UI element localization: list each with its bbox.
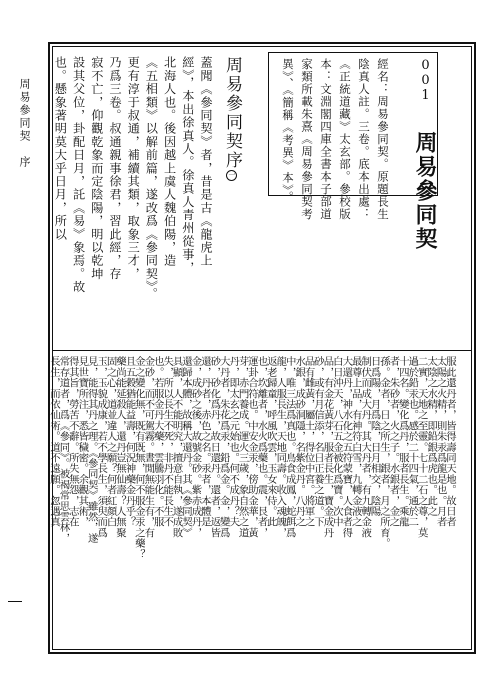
entry-meta-line: 經名：周易參同契。原題長生 bbox=[376, 58, 390, 221]
preface-title-text: 周易參同契序 bbox=[222, 56, 242, 170]
body-column: 品，有金花黃芽，服者長生，寶金成丹 bbox=[321, 356, 334, 538]
body-column: 也。若服金丹大藥，雲騰羽化。不服 bbox=[151, 356, 164, 528]
preface-column: 北海人也。後因越上虞人魏伯陽，造 bbox=[162, 56, 177, 268]
body-column: 見世寶所注，悉皆穢密。余觀其術， bbox=[76, 356, 89, 528]
body-column: 孫。金者，日之所生，銀者，月之所育。 bbox=[378, 356, 390, 549]
body-column: 二實，天地之至靈。七十二石之尊，莫 bbox=[415, 356, 428, 538]
body-column: 藥尚能延殺人，還丹豈無仙壽？人無聚 bbox=[114, 356, 126, 538]
body-column: 得其旨，勞苦不辭。所失無怨，志在 bbox=[66, 356, 79, 528]
preface-column: 設其父位，卦配日月，託《易》象焉。故 bbox=[71, 56, 86, 294]
body-column: 者，朱砂者，火之子。水銀者，金之 bbox=[387, 356, 400, 528]
entry-meta-line: 《正統道藏》太玄部。參校版 bbox=[338, 58, 352, 221]
body-column: 金之變化無，既有既無，何不服金汞之藥？ bbox=[132, 356, 145, 560]
body-column: 見，能得其丹之理。《參同契》雖然，遂 bbox=[85, 356, 98, 544]
body-column: 過於鉛汞也。感於二十四氣，通於二 bbox=[406, 356, 419, 528]
preface-column: 《五相類》以解前篇，遂改爲《參同契》。 bbox=[144, 56, 159, 301]
body-column: 玉，玉貌成康，若不學長生，須臾而爲 bbox=[95, 356, 108, 538]
preface-column: 蓋聞《參同契》者，昔是古《龍虎上 bbox=[199, 56, 213, 268]
body-column: 太陰之水精，即鉛銀爲虎也。此之 bbox=[425, 356, 438, 517]
body-column: 品有雌黃，屬土，得位中宮。將軍之 bbox=[302, 356, 315, 528]
body-column: 長生，而依仙術。道不遠願。忽遇真 bbox=[48, 356, 60, 528]
body-column: 芽，赤門養成。運火三歲，象自然之道 bbox=[236, 356, 249, 538]
preface-column: 寂不亡，仰觀乾象而定陰陽，明以乾坤 bbox=[89, 56, 104, 281]
preface-column: 更有淳于叔通，補續其類，取象三才， bbox=[126, 56, 141, 281]
body-column: 且五穀猶能益壽，何況神藥金丹乎？ bbox=[123, 356, 136, 528]
body-column: 白日沖天，八石五金被化爲寶。次中 bbox=[330, 356, 343, 528]
preface-title bbox=[220, 56, 245, 181]
preface-column: 也。懸象著明莫大乎日月，所以 bbox=[53, 56, 68, 241]
body-column: 砂，砂化爲丹，故日還丹。還者，返皆 bbox=[208, 356, 221, 538]
body-column: 金砂，而不可駕霧。晝閒無能生有，有 bbox=[142, 356, 155, 538]
body-column: 大還丹，神水化之五符蒙寶，人食者得 bbox=[340, 356, 353, 538]
body-column: 中，唯三法爲真也。鳥食成鳳，蛇餌爲 bbox=[283, 356, 296, 538]
body-column: 水銀，成砂洞隱，名紫金丹。八丹之 bbox=[293, 356, 306, 528]
body-column: 日爲陽，月爲陰，日月相交，陰陽 bbox=[368, 356, 381, 517]
entry-number: 001 bbox=[418, 58, 433, 103]
body-column: 太陽之火精，則朱汞爲龍是也。月者 bbox=[434, 356, 447, 528]
body-column: 龍，人服長生，天地同壽。收入魂魄， bbox=[274, 356, 287, 538]
body-column: 金，成砂之後，故號金砂。紫赤成丹， bbox=[189, 356, 202, 538]
body-column: 常存道者，爲《參同》。被褐常思雲林， bbox=[57, 356, 70, 544]
entry-meta-line: 陰真人註。三卷。底本出處： bbox=[357, 58, 371, 221]
preface-column: 經》，本出徐真人。徐真人青州從事， bbox=[180, 56, 195, 275]
page-number-mark bbox=[8, 596, 26, 608]
body-column: 還歸本體，故稱大還丹。其《參同契》 bbox=[180, 356, 192, 538]
body-column: 十四名。變化爲丹，服者長生。乘龍 bbox=[396, 356, 409, 528]
body-column: 還，丹者，赤色之名。汞者，本體是 bbox=[198, 356, 211, 528]
entry-meta-line: 本：文淵閣四庫全書本子部道 bbox=[319, 58, 333, 221]
body-column: 具顯，人不能明究，擅意自執，遂成敗 bbox=[170, 356, 183, 538]
body-column: 砂，或有月信添，名日正養之道。下 bbox=[312, 356, 324, 528]
body-column: 運卦合符也。中安金汞，傍助金華，黃 bbox=[246, 356, 258, 538]
body-column: 丹，即太玄之元始也。何不成丹？夫 bbox=[227, 356, 240, 528]
body-column: 最尊上品，有神符白雪，九轉金液之 bbox=[349, 356, 362, 528]
body-column: 也，坎離者，水火爲藥也。震，艮者， bbox=[255, 356, 268, 538]
running-header: 周易參同契 序 bbox=[18, 78, 31, 169]
body-column: 固之心，道並違人之願？何者紅顏白 bbox=[104, 356, 117, 528]
body-column: 失，所以長生不死，非丹不能長生不 bbox=[161, 356, 174, 528]
body-column: 大丹者，朱花爲汞，鉛爲金。金，變爲 bbox=[217, 356, 230, 538]
entry-meta-line: 家類所載朱熹《周易參同契考 bbox=[300, 58, 314, 221]
entry-meta-line: 異》、《簡稱《考異》本》。 bbox=[281, 58, 295, 204]
body-column: 服此還丹者，皆得壽同天地。故日者 bbox=[444, 356, 456, 528]
preface-mark: 一 bbox=[228, 171, 236, 180]
section-divider bbox=[52, 350, 472, 351]
body-column: 制伏而成大丹。其大丹者，有九轉金液 bbox=[359, 356, 372, 538]
entry-title-text: 周易參同契 bbox=[412, 131, 438, 251]
body-column: 返老歸童，呼風吹雲，玉女來侍。此 bbox=[264, 356, 277, 528]
preface-column: 乃爲三卷。叔通親事徐君，習此經，存 bbox=[108, 56, 122, 281]
